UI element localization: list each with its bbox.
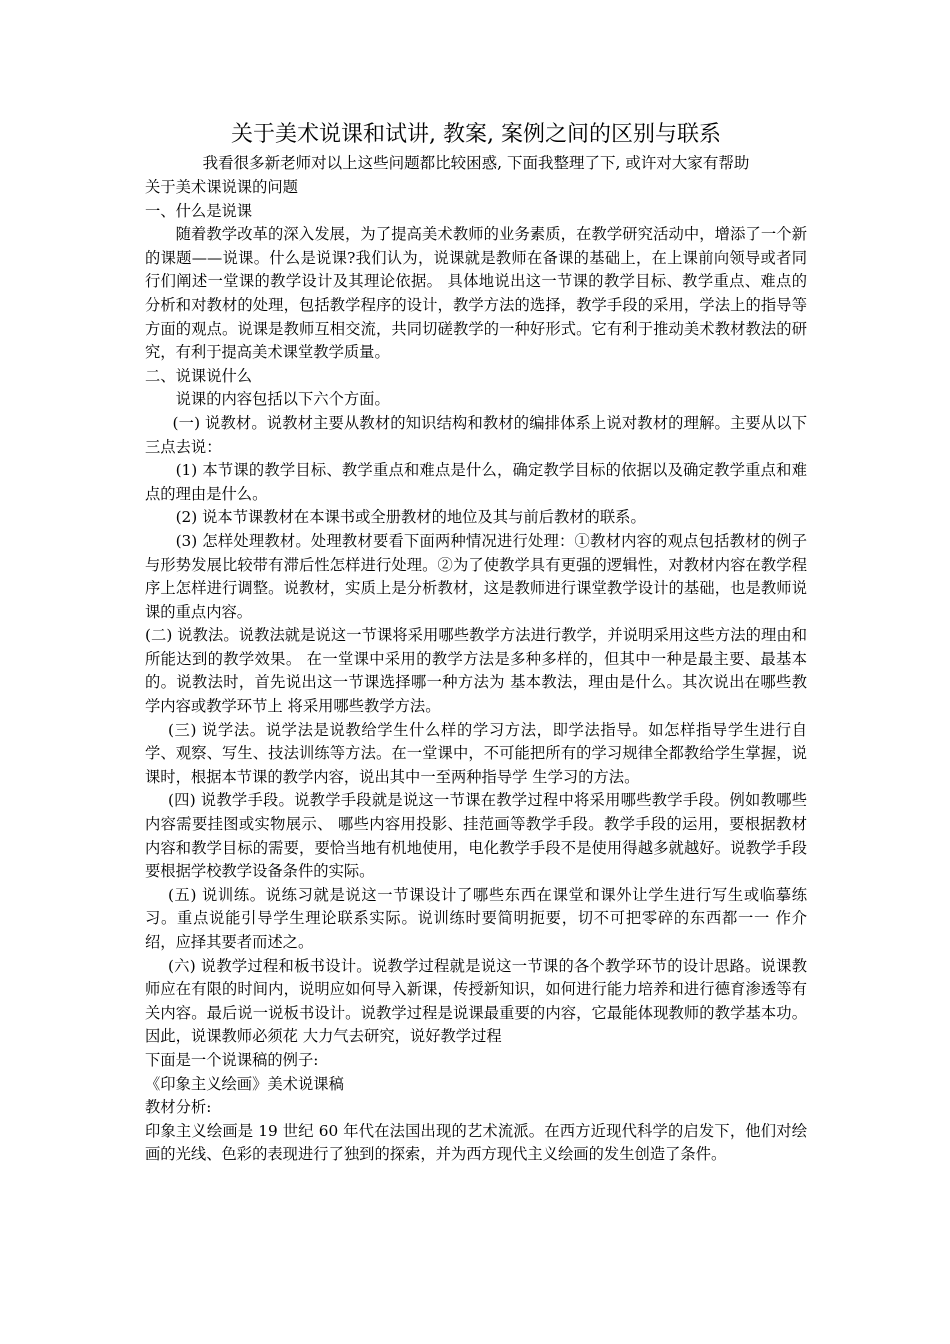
section-heading-what: 一、什么是说课 [145, 201, 253, 220]
paragraph-point-3: (3) 怎样处理教材。处理教材要看下面两种情况进行处理：①教材内容的观点包括教材的例子与形势发展比较带有滞后性怎样进行处理。②为了使教学具有更强的逻辑性，对教材内容在教学程序上怎样进行调整。说教材，实质上是分析教材，这是教师进行课堂教学设计的基础，也是教师说课的重点内容。 [145, 531, 807, 621]
paragraph-point-1: (1) 本节课的教学目标、教学重点和难点是什么，确定教学目标的依据以及确定教学重点和难点的理由是什么。 [145, 461, 807, 503]
section-heading-intro: 关于美术课说课的问题 [145, 178, 298, 196]
paragraph-impressionism: 印象主义绘画是 19 世纪 60 年代在法国出现的艺术流派。在西方近现代科学的启发下，他们对绘画的光线、色彩的表现进行了独到的探索，并为西方现代主义绘画的发生创造了条件。 [145, 1121, 807, 1164]
section-heading-textbook-analysis: 教材分析: [145, 1098, 212, 1117]
document-body [145, 120, 807, 1167]
paragraph-textbook: (一) 说教材。说教材主要从教材的知识结构和教材的编排体系上说对教材的理解。主要从以下三点去说： [145, 413, 807, 456]
paragraph-point-2: (2) 说本节课教材在本课书或全册教材的地位及其与前后教材的联系。 [175, 508, 646, 527]
paragraph-teaching-method: (二) 说教法。说教法就是说这一节课将采用哪些教学方法进行教学，并说明采用这些方法的理由和所能达到的教学效果。 在一堂课中采用的教学方法是多种多样的，但其中一种是最主要、最基本的。说教法时，首先说出这一节课选择哪一种方法为 基本教法，理由是什么。其次说出在哪些教学内容或教学环节上 将采用哪些教学方法。 [145, 626, 807, 716]
example-title: 《印象主义绘画》美术说课稿 [145, 1074, 344, 1093]
paragraph-teaching-process: (六) 说教学过程和板书设计。说教学过程就是说这一节课的各个教学环节的设计思路。说课教师应在有限的时间内，说明应如何导入新课，传授新知识，如何进行能力培养和进行德育渗透等有关内容。最后说一说板书设计。说教学过程是说课最重要的内容，它最能体现教师的教学基本功。因此，说课教师必须花 大力气去研究，说好教学过程 [145, 956, 807, 1046]
document-title: 关于美术说课和试讲, 教案, 案例之间的区别与联系 [231, 122, 721, 147]
paragraph-what-is-shuoke: 随着教学改革的深入发展，为了提高美术教师的业务素质，在教学研究活动中，增添了一个新的课题——说课。什么是说课?我们认为，说课就是教师在备课的基础上，在上课前向领导或者同行们阐述一堂课的教学设计及其理论依据。 具体地说出这一节课的教学目标、教学重点、难点的分析和对教材的处理，包括教学程序的设计，教学方法的选择，教学手段的采用，学法上的指导等方面的观点。说课是教师互相交流，共同切磋教学的一种好形式。它有利于推动美术教材教法的研究，有利于提高美术课堂教学质量。 [145, 225, 807, 362]
paragraph-training: (五) 说训练。说练习就是说这一节课设计了哪些东西在课堂和课外让学生进行写生或临摹练习。重点说能引导学生理论联系实际。说训练时要简明扼要，切不可把零碎的东西都一一 作介绍，应择其要者而述之。 [145, 885, 807, 951]
paragraph-example-intro: 下面是一个说课稿的例子: [145, 1050, 319, 1069]
paragraph-six-aspects: 说课的内容包括以下六个方面。 [175, 390, 390, 409]
section-heading-content: 二、说课说什么 [145, 366, 253, 385]
paragraph-learning-method: (三) 说学法。说学法是说教给学生什么样的学习方法，即学法指导。如怎样指导学生进行自学、观察、写生、技法训练等方法。在一堂课中，不可能把所有的学习规律全都教给学生掌握，说课时，根据本节课的教学内容，说出其中一至两种指导学 生学习的方法。 [145, 720, 807, 786]
document-subtitle: 我看很多新老师对以上这些问题都比较困惑, 下面我整理了下, 或许对大家有帮助 [202, 154, 750, 172]
paragraph-teaching-means: (四) 说教学手段。说教学手段就是说这一节课在教学过程中将采用哪些教学手段。例如教哪些内容需要挂图或实物展示、 哪些内容用投影、挂范画等教学手段。教学手段的运用，要根据教材内容和教学目标的需要，要恰当地有机地使用，电化教学手段不是使用得越多就越好。说教学手段要根据学校教学设备条件的实际。 [145, 791, 807, 881]
